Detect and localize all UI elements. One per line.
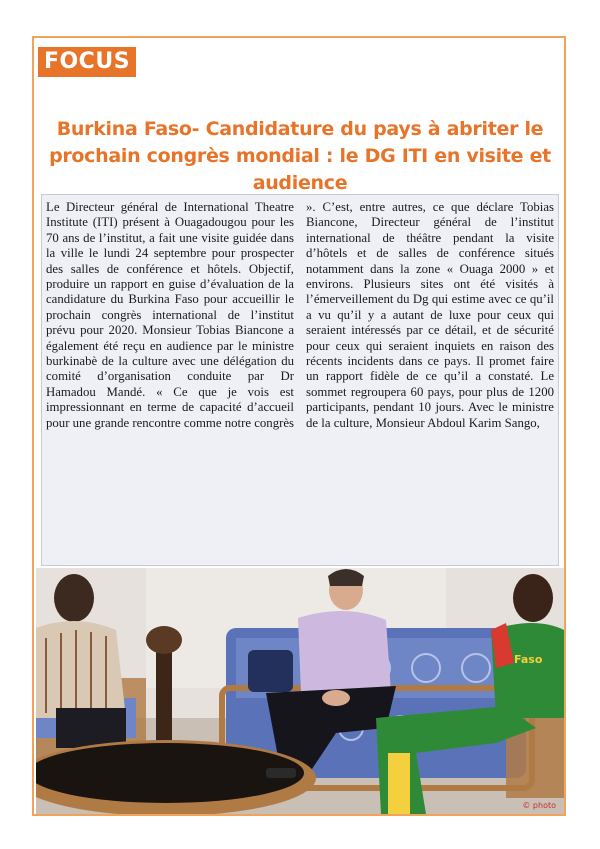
article-column-left: Le Directeur général de International Theatre Institute (ITI) présent à Ouagadougou pour les 70 ans de l’institut, a fait une visite guidée dans la ville le lundi 24 septembre pour prospecter des salles de conférence et hôtels. Objectif, produire un rapport en guise d’évaluation de la candidature du Burkina Faso pour accueillir le prochain congrès international de l’institut prévu pour 2020. Monsieur Tobias Biancone a également été reçu en audience par le ministre burkinabè de la culture avec une délégation du comité d’organisation conduite par Dr Hamadou Mandé. « Ce que je vois est impressionnant en terme de capacité d’accueil pour une grande rencontre comme notre congrès xyxy=(46,200,295,430)
photo-credit: © photo xyxy=(522,801,556,810)
article-column-right: ». C’est, entre autres, ce que déclare Tobias Biancone, Directeur général de l’institut international de théâtre pendant la visite d’hôtels et de salles de conférence situés notamment dans la zone « Ouaga 2000 » et environs. Plusieurs sites ont été visités à l’émerveillement du Dg qui estime avec ce qu’il a vu qu’il y a autant de luxe pour ceux qui seraient intéressés par ce détail, et de sécurité pour ceux qui seraient inquiets en raison des récents incidents dans ce pays. Il promet faire un rapport fidèle de ce qu’il a constaté. Le sommet regroupera 60 pays, pour plus de 1200 participants, pendant 10 jours. Avec le ministre de la culture, Monsieur Abdoul Karim Sango, xyxy=(306,200,554,430)
article-body xyxy=(41,194,559,566)
section-badge: FOCUS xyxy=(38,47,136,77)
meeting-photo-illustration xyxy=(36,568,564,814)
article-photo xyxy=(36,568,564,814)
jersey-text: Faso xyxy=(514,653,543,666)
article-title: Burkina Faso- Candidature du pays à abriter le prochain congrès mondial : le DG ITI en visite et audience xyxy=(49,118,551,194)
